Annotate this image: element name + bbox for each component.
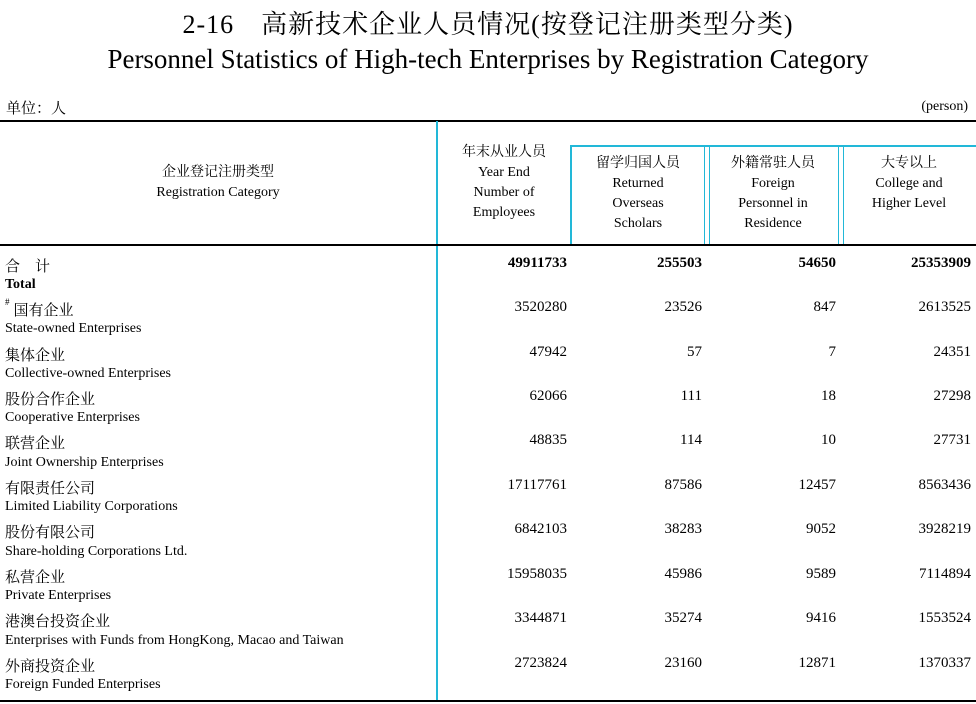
value-returned-scholars: 45986 [664, 566, 702, 582]
value-year-end-employees: 3520280 [514, 299, 567, 315]
row-label-en: Joint Ownership Enterprises [5, 455, 164, 470]
value-foreign-personnel: 10 [821, 432, 836, 448]
row-label-en: Limited Liability Corporations [5, 499, 178, 514]
row-label-en: Share-holding Corporations Ltd. [5, 544, 188, 559]
value-college-level: 3928219 [918, 521, 971, 537]
value-returned-scholars: 23526 [664, 299, 702, 315]
value-year-end-employees: 17117761 [507, 477, 567, 493]
value-returned-scholars: 255503 [657, 255, 702, 271]
value-foreign-personnel: 54650 [798, 255, 836, 271]
header-col4-en1: College and [875, 176, 943, 191]
row-label-cn: 股份有限公司 [5, 525, 96, 541]
header-bottom-rule [0, 244, 976, 246]
unit-label-chinese: 单位：人 [6, 101, 67, 117]
row-label-en: Enterprises with Funds from HongKong, Macao and Taiwan [5, 633, 344, 648]
value-returned-scholars: 114 [680, 432, 702, 448]
value-foreign-personnel: 847 [813, 299, 836, 315]
value-year-end-employees: 2723824 [514, 655, 567, 671]
value-year-end-employees: 47942 [529, 344, 567, 360]
table-top-rule [0, 120, 976, 122]
value-year-end-employees: 15958035 [507, 566, 567, 582]
header-college-level [842, 154, 976, 214]
header-category-cn: 企业登记注册类型 [162, 165, 274, 180]
header-col2-en3: Scholars [613, 216, 663, 231]
header-col2-en1: Returned [612, 176, 664, 191]
value-returned-scholars: 87586 [664, 477, 702, 493]
row-label-en: Private Enterprises [5, 588, 112, 603]
value-college-level: 27298 [933, 388, 971, 404]
value-college-level: 1553524 [918, 610, 971, 626]
value-college-level: 2613525 [918, 299, 971, 315]
subheader-rule [570, 145, 976, 147]
header-year-end-employees [438, 143, 570, 223]
value-foreign-personnel: 18 [821, 388, 836, 404]
row-label-en: Cooperative Enterprises [5, 410, 140, 425]
row-label-en: Foreign Funded Enterprises [5, 677, 161, 692]
value-foreign-personnel: 12457 [798, 477, 836, 493]
header-category [0, 163, 436, 203]
value-college-level: 1370337 [918, 655, 971, 671]
value-returned-scholars: 111 [680, 388, 702, 404]
table-title-english: Personnel Statistics of High-tech Enterprises by Registration Category [107, 44, 869, 74]
row-label-cn: 港澳台投资企业 [5, 614, 111, 630]
row-label-cn: 私营企业 [5, 570, 66, 586]
unit-label-english: (person) [921, 99, 968, 114]
value-year-end-employees: 3344871 [514, 610, 567, 626]
value-college-level: 7114894 [919, 566, 971, 582]
value-returned-scholars: 57 [687, 344, 702, 360]
value-college-level: 24351 [933, 344, 971, 360]
header-returned-scholars [572, 154, 704, 234]
row-label-cn [5, 299, 74, 320]
value-returned-scholars: 35274 [664, 610, 702, 626]
footnote-mark: # [5, 297, 10, 307]
row-label-cn: 外商投资企业 [5, 659, 96, 675]
value-college-level: 25353909 [911, 255, 971, 271]
table-bottom-rule [0, 700, 976, 702]
header-col4-cn: 大专以上 [881, 156, 937, 171]
row-label-cn: 联营企业 [5, 436, 66, 452]
value-foreign-personnel: 12871 [798, 655, 836, 671]
row-label-en: State-owned Enterprises [5, 321, 142, 336]
value-college-level: 8563436 [918, 477, 971, 493]
value-foreign-personnel: 9589 [806, 566, 836, 582]
value-year-end-employees: 6842103 [514, 521, 567, 537]
header-col3-en3: Residence [744, 216, 802, 231]
row-label-cn: 合 计 [5, 259, 51, 275]
value-returned-scholars: 23160 [664, 655, 702, 671]
value-college-level: 27731 [933, 432, 971, 448]
value-year-end-employees: 48835 [529, 432, 567, 448]
value-year-end-employees: 49911733 [507, 255, 567, 271]
header-col1-en2: Number of [473, 185, 535, 200]
header-col1-cn: 年末从业人员 [462, 145, 546, 160]
row-label-cn: 集体企业 [5, 348, 66, 364]
row-label-cn-text: 国有企业 [13, 303, 74, 319]
header-col1-en3: Employees [472, 205, 536, 220]
header-col4-en2: Higher Level [871, 196, 947, 211]
row-label-en: Collective-owned Enterprises [5, 366, 172, 381]
value-foreign-personnel: 9416 [806, 610, 836, 626]
header-foreign-personnel [708, 154, 838, 234]
table-title-chinese: 2-16 高新技术企业人员情况(按登记注册类型分类) [182, 10, 794, 39]
value-returned-scholars: 38283 [664, 521, 702, 537]
header-col3-en1: Foreign [751, 176, 795, 191]
header-col2-cn: 留学归国人员 [596, 156, 680, 171]
header-col2-en2: Overseas [612, 196, 664, 211]
header-col3-cn: 外籍常驻人员 [731, 156, 815, 171]
value-foreign-personnel: 9052 [806, 521, 836, 537]
header-col1-en1: Year End [478, 165, 530, 180]
header-category-en: Registration Category [156, 185, 280, 200]
row-label-cn: 有限责任公司 [5, 481, 96, 497]
value-year-end-employees: 62066 [529, 388, 567, 404]
row-label-en: Total [5, 277, 36, 292]
header-col3-en2: Personnel in [738, 196, 808, 211]
row-label-cn: 股份合作企业 [5, 392, 96, 408]
value-foreign-personnel: 7 [828, 344, 836, 360]
